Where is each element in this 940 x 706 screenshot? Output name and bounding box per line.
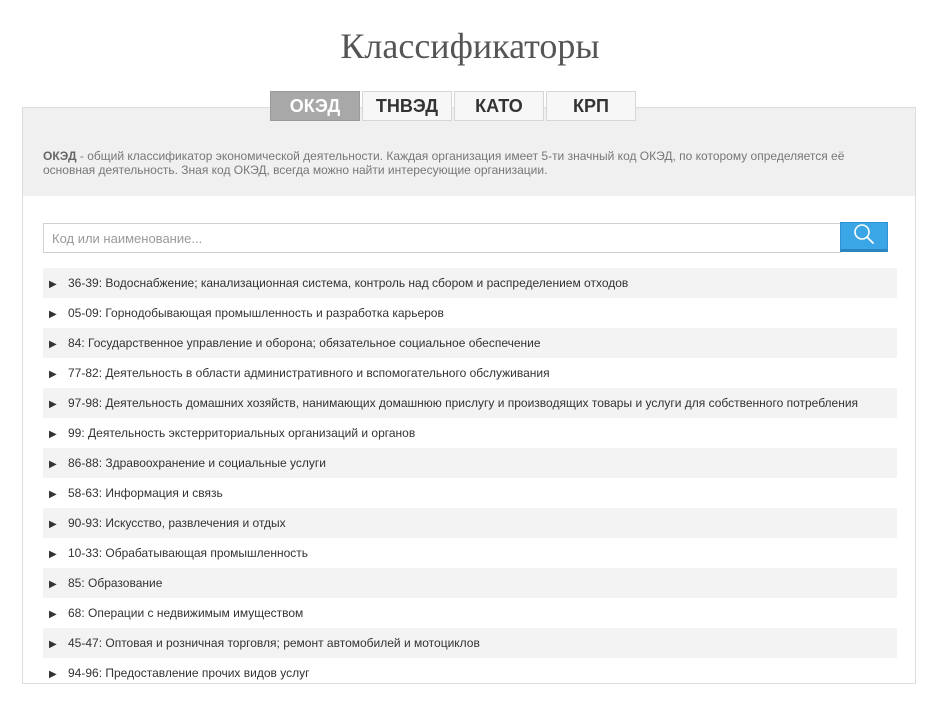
search-input[interactable] [43,223,841,253]
expand-arrow-icon: ▶ [49,579,57,590]
list-item[interactable] [43,358,897,388]
expand-arrow-icon: ▶ [49,339,57,350]
expand-arrow-icon: ▶ [49,489,57,500]
list-item-label: 86-88: Здравоохранение и социальные услуги [68,456,326,470]
list-item-label: 05-09: Горнодобывающая промышленность и разработка карьеров [68,306,444,320]
description-text: - общий классификатор экономической деятельности. Каждая организация имеет 5-ти значный код ОКЭД, по которому определяется её основная деятельность. Зная код ОКЭД, всегда можно найти интересующие организации. [43,149,845,177]
expand-arrow-icon: ▶ [49,609,57,620]
expand-arrow-icon: ▶ [49,519,57,530]
expand-arrow-icon: ▶ [49,399,57,410]
expand-arrow-icon: ▶ [49,549,57,560]
list-item-label: 68: Операции с недвижимым имуществом [68,606,304,620]
list-item-label: 58-63: Информация и связь [68,486,223,500]
list-item-label: 36-39: Водоснабжение; канализационная система, контроль над сбором и распределением отходов [68,276,629,290]
list-item-label: 90-93: Искусство, развлечения и отдых [68,516,286,530]
list-item-label: 10-33: Обрабатывающая промышленность [68,546,309,560]
expand-arrow-icon: ▶ [49,639,57,650]
list-item-label: 99: Деятельность экстерриториальных организаций и органов [68,426,416,440]
search-bar [43,223,889,253]
list-item-label: 45-47: Оптовая и розничная торговля; ремонт автомобилей и мотоциклов [68,636,480,650]
expand-arrow-icon: ▶ [49,369,57,380]
list-item[interactable] [43,538,897,568]
tab-krp[interactable]: КРП [546,91,636,121]
list-item[interactable] [43,328,897,358]
tab-kato[interactable]: КАТО [454,91,544,121]
list-item[interactable] [43,268,897,298]
classifier-tabs [270,91,638,121]
expand-arrow-icon: ▶ [49,309,57,320]
list-item[interactable] [43,418,897,448]
list-item-label: 94-96: Предоставление прочих видов услуг [68,666,310,680]
list-item[interactable] [43,298,897,328]
list-item[interactable] [43,508,897,538]
expand-arrow-icon: ▶ [49,669,57,680]
search-button[interactable] [840,222,888,252]
classifier-panel [22,107,916,684]
list-item[interactable] [43,478,897,508]
list-item[interactable] [43,568,897,598]
expand-arrow-icon: ▶ [49,459,57,470]
list-item[interactable] [43,658,897,684]
search-icon [853,223,875,250]
list-item[interactable] [43,628,897,658]
page-title: Классификаторы [340,26,600,66]
list-item-label: 97-98: Деятельность домашних хозяйств, нанимающих домашнюю прислугу и производящих товары и услуги для собственного потребления [68,396,859,410]
description-term: ОКЭД [43,149,77,163]
expand-arrow-icon: ▶ [49,429,57,440]
list-item-label: 85: Образование [68,576,163,590]
tab-oked[interactable]: ОКЭД [270,91,360,121]
list-item-label: 77-82: Деятельность в области административного и вспомогательного обслуживания [68,366,550,380]
list-item[interactable] [43,448,897,478]
list-item[interactable] [43,388,897,418]
expand-arrow-icon: ▶ [49,279,57,290]
list-item-label: 84: Государственное управление и оборона; обязательное социальное обеспечение [68,336,541,350]
classifier-description [23,108,915,196]
classifier-list [43,268,897,684]
list-item[interactable] [43,598,897,628]
tab-tnved[interactable]: ТНВЭД [362,91,452,121]
